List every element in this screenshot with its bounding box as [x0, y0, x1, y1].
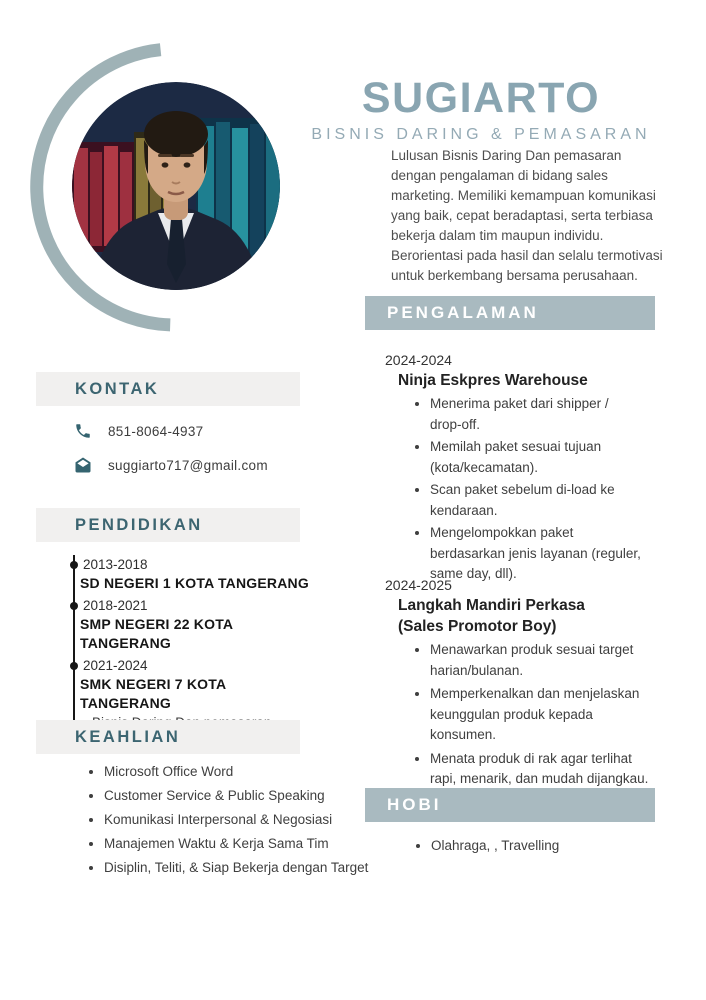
- job-company: Langkah Mandiri Perkasa (Sales Promotor Boy): [398, 597, 585, 635]
- job-years: 2024-2025: [385, 577, 452, 593]
- education-entry: [80, 555, 310, 593]
- job-duty: • Menawarkan produk sesuai target harian/bulanan.: [430, 640, 660, 681]
- education-entry: [80, 596, 310, 653]
- envelope-icon: [74, 456, 92, 474]
- hobby-item: • Olahraga, , Travelling: [431, 836, 559, 856]
- phone-number: 851-8064-4937: [108, 423, 204, 439]
- header-block: [300, 74, 662, 145]
- skill-item: • Komunikasi Interpersonal & Negosiasi: [104, 808, 404, 832]
- education-years: 2013-2018: [80, 555, 310, 574]
- email-address: suggiarto717@gmail.com: [108, 457, 268, 473]
- profile-photo-image: [72, 82, 280, 290]
- phone-icon: [74, 422, 92, 440]
- section-header-keahlian: [36, 720, 300, 754]
- kontak-title: KONTAK: [75, 379, 160, 398]
- job-duty: • Menata produk di rak agar terlihat rapi, menarik, dan mudah dijangkau.: [430, 749, 660, 790]
- job-duties-list: [365, 394, 657, 585]
- person-role: BISNIS DARING & PEMASARAN: [311, 126, 651, 143]
- skill-item: • Disiplin, Teliti, & Siap Bekerja dengan Target: [104, 856, 404, 880]
- hobi-title: HOBI: [387, 795, 442, 814]
- keahlian-title: KEAHLIAN: [75, 727, 181, 746]
- contact-email-row: [74, 456, 268, 474]
- skill-item: • Customer Service & Public Speaking: [104, 784, 404, 808]
- profile-photo: [72, 82, 280, 290]
- job-duty: • Mengelompokkan paket berdasarkan jenis layanan (reguler, same day, dll).: [430, 523, 642, 585]
- job-duty: • Memilah paket sesuai tujuan (kota/kecamatan).: [430, 437, 642, 478]
- section-header-pengalaman: [365, 296, 655, 330]
- person-name: SUGIARTO: [361, 74, 601, 122]
- hobbies-list: [365, 836, 559, 856]
- skill-item: • Microsoft Office Word: [104, 760, 404, 784]
- job-years: 2024-2024: [385, 352, 452, 368]
- education-school: SMP NEGERI 22 KOTA TANGERANG: [80, 616, 233, 651]
- education-school: SD NEGERI 1 KOTA TANGERANG: [80, 575, 309, 591]
- pengalaman-title: PENGALAMAN: [387, 303, 539, 322]
- contact-phone-row: [74, 422, 203, 440]
- right-column: [365, 296, 657, 896]
- experience-item: [365, 576, 657, 793]
- education-years: 2018-2021: [80, 596, 310, 615]
- experience-item: [365, 351, 657, 587]
- job-duties-list: [365, 640, 657, 790]
- job-duty: • Memperkenalkan dan menjelaskan keunggulan produk kepada konsumen.: [430, 684, 660, 746]
- job-duty: • Menerima paket dari shipper / drop-off.: [430, 394, 642, 435]
- education-years: 2021-2024: [80, 656, 310, 675]
- left-column: [36, 372, 369, 932]
- job-company: Ninja Eskpres Warehouse: [398, 372, 588, 389]
- skills-list: [88, 760, 404, 880]
- education-school: SMK NEGERI 7 KOTA TANGERANG: [80, 676, 226, 711]
- education-timeline: [73, 555, 310, 735]
- job-duty: • Scan paket sebelum di-load ke kendaraan.: [430, 480, 642, 521]
- section-header-hobi: [365, 788, 655, 822]
- skill-item: • Manajemen Waktu & Kerja Sama Tim: [104, 832, 404, 856]
- profile-summary: Lulusan Bisnis Daring Dan pemasaran dengan pengalaman di bidang sales marketing. Memiliki kemampuan komunikasi yang baik, cepat beradaptasi, serta terbiasa bekerja dalam tim maupun individu. Berorientasi pada hasil dan selalu termotivasi untuk berkembang bersama perusahaan.: [391, 148, 663, 283]
- section-header-pendidikan: [36, 508, 300, 542]
- pendidikan-title: PENDIDIKAN: [75, 515, 203, 534]
- section-header-kontak: [36, 372, 300, 406]
